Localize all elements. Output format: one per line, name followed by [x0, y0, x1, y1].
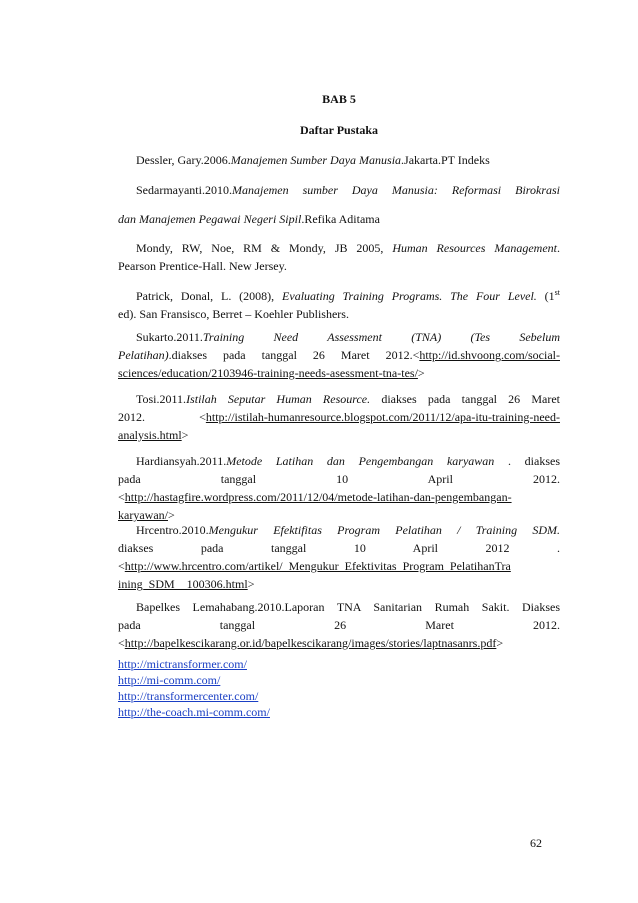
chapter-heading: BAB 5: [322, 92, 356, 106]
link-mictransformer[interactable]: http://mictransformer.com/: [118, 657, 247, 671]
link-transformercenter[interactable]: http://transformercenter.com/: [118, 689, 259, 703]
reference-9-link[interactable]: http://bapelkescikarang.or.id/bapelkescikarang/images/stories/laptnasanrs.pdf: [124, 636, 497, 650]
reference-1: Dessler, Gary.2006.Manajemen Sumber Daya Manusia.Jakarta.PT Indeks: [136, 153, 490, 167]
page-number: 62: [530, 836, 542, 850]
reference-3: Mondy, RW, Noe, RM & Mondy, JB 2005, Human Resources Management. Pearson Prentice-Hall. New Jersey.: [118, 241, 560, 273]
reference-7-link[interactable]: http://hastagfire.wordpress.com/2011/12/04/metode-latihan-dan-pengembangan-: [124, 490, 512, 504]
link-list: [118, 656, 270, 720]
reference-7: Hardiansyah.2011.Metode Latihan dan Pengembangan karyawan . diakses pada tanggal 10 April 2012. <http://hastagfire.wordpress.com/2011/12/04/metode-latihan-dan-pengembangan- karyawan/>: [118, 454, 560, 522]
reference-5: Sukarto.2011.Training Need Assessment (TNA) (Tes Sebelum Pelatihan).diakses pada tanggal 26 Maret 2012.<http://id.shvoong.com/social- sciences/education/2103946-training-needs-asessment-tna-tes/>: [118, 330, 560, 380]
page-title: Daftar Pustaka: [299, 123, 379, 137]
reference-8-link[interactable]: http://www.hrcentro.com/artikel/_Mengukur_Efektivitas_Program_PelatihanTra: [124, 559, 511, 573]
reference-7-link-cont[interactable]: karyawan/: [118, 508, 168, 522]
reference-8: Hrcentro.2010.Mengukur Efektifitas Program Pelatihan / Training SDM. diakses pada tanggal 10 April 2012 . <http://www.hrcentro.com/artikel/_Mengukur_Efektivitas_Program_PelatihanTra ining_SDM__100306.html>: [118, 523, 560, 591]
reference-9: Bapelkes Lemahabang.2010.Laporan TNA Sanitarian Rumah Sakit. Diakses pada tanggal 26 Maret 2012. <http://bapelkescikarang.or.id/bapelkescikarang/images/stories/laptnasanrs.pdf>: [118, 600, 560, 650]
reference-5-link-cont[interactable]: sciences/education/2103946-training-needs-asessment-tna-tes/: [118, 366, 418, 380]
reference-6-link[interactable]: http://istilah-humanresource.blogspot.com/2011/12/apa-itu-training-need-: [205, 410, 560, 424]
reference-2-cont: dan Manajemen Pegawai Negeri Sipil.Refika Aditama: [118, 212, 380, 226]
reference-4: Patrick, Donal, L. (2008), Evaluating Training Programs. The Four Level. (1st ed). San Fransisco, Berret – Koehler Publishers.: [118, 288, 560, 321]
reference-2: Sedarmayanti.2010.Manajemen sumber Daya Manusia: Reformasi Birokrasi: [136, 183, 560, 197]
link-mi-comm[interactable]: http://mi-comm.com/: [118, 673, 221, 687]
link-the-coach[interactable]: http://the-coach.mi-comm.com/: [118, 705, 270, 719]
reference-5-link[interactable]: http://id.shvoong.com/social-: [419, 348, 560, 362]
reference-6-link-cont[interactable]: analysis.html: [118, 428, 182, 442]
reference-8-link-cont[interactable]: ining_SDM__100306.html: [118, 577, 248, 591]
reference-6: Tosi.2011.Istilah Seputar Human Resource. diakses pada tanggal 26 Maret 2012. <http://istilah-humanresource.blogspot.com/2011/12/apa-itu-training-need- analysis.html>: [118, 392, 560, 442]
